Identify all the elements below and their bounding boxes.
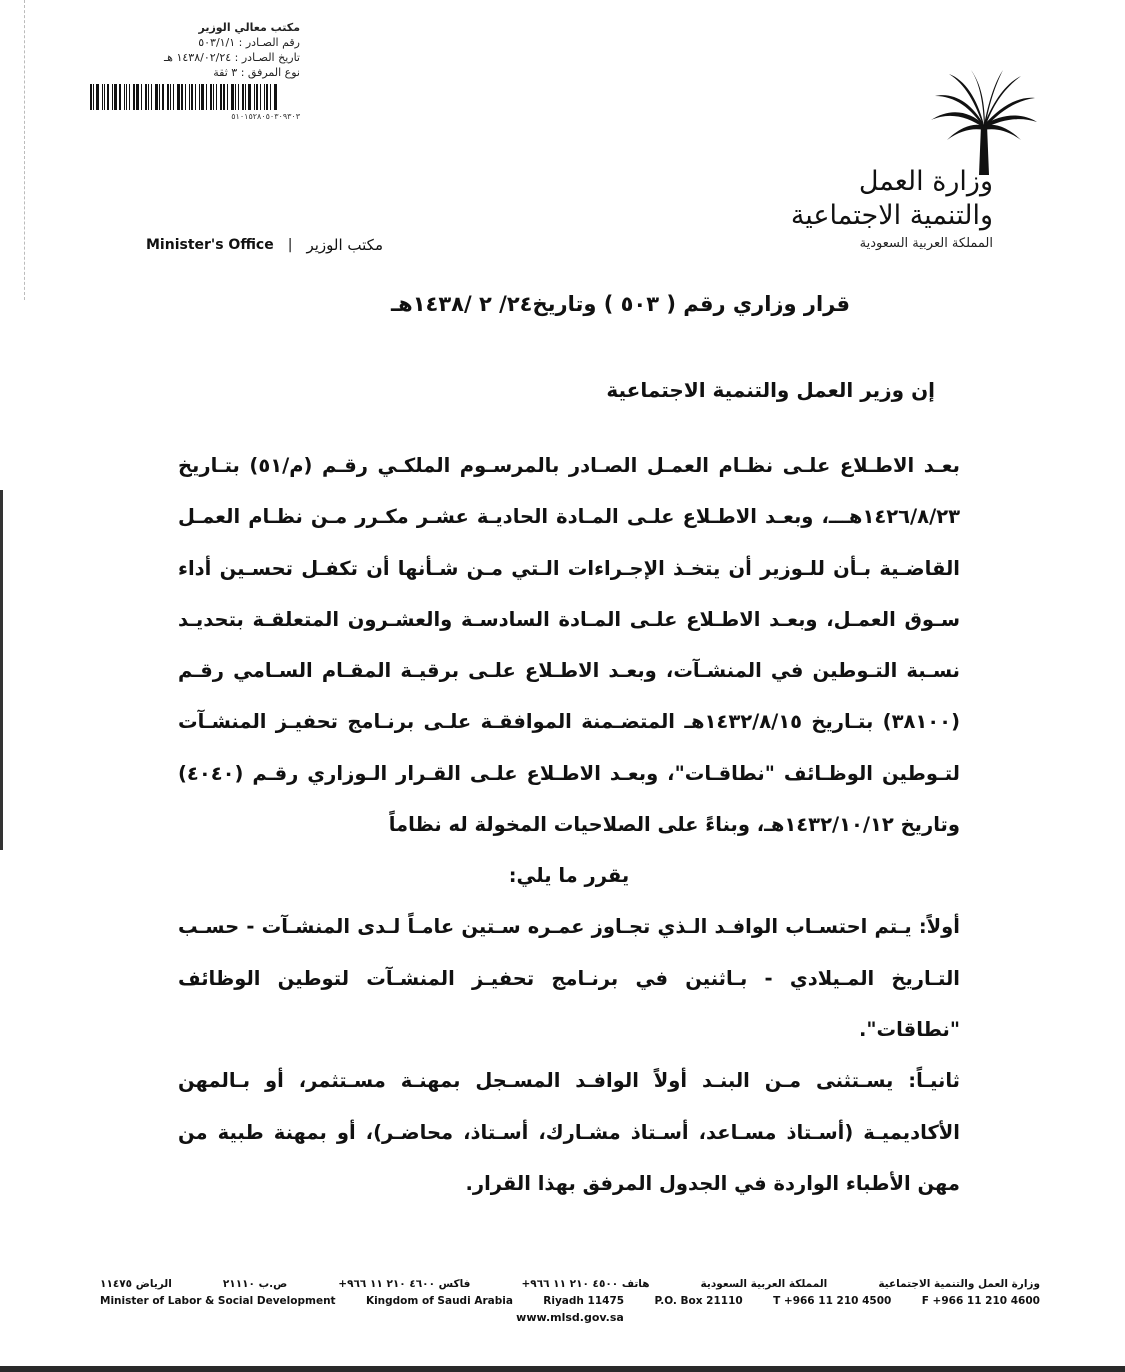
barcode-bar (245, 84, 246, 110)
barcode-bar (231, 84, 234, 110)
barcode-bar (242, 84, 244, 110)
barcode-bar (256, 84, 258, 110)
stamp-issue-number: رقم الصـادر : ٥٠٣/١/١ (198, 36, 300, 49)
barcode-bar (274, 84, 277, 110)
footer-fax-en: F +966 11 210 4600 (921, 1295, 1040, 1307)
footer-fax-ar: فاكس ٤٦٠٠ ٢١٠ ١١ ٩٦٦+ (338, 1278, 471, 1290)
footer-ministry-en: Minister of Labor & Social Development (100, 1295, 336, 1307)
barcode-number: ٥١٠١٥٢٨٠٥٠٣٠٩٣٠٣ (231, 112, 300, 121)
scan-artifact-line (24, 0, 26, 300)
barcode-bar (170, 84, 171, 110)
footer-kingdom-ar: المملكة العربية السعودية (700, 1278, 828, 1290)
barcode-bar (126, 84, 127, 110)
footer-phone-en: T +966 11 210 4500 (773, 1295, 892, 1307)
stamp-office: مكتب معالي الوزير (198, 21, 300, 34)
barcode-bar (162, 84, 164, 110)
footer-city-en: Riyadh 11475 (543, 1295, 625, 1307)
barcode-bar (114, 84, 117, 110)
barcode-bar (213, 84, 214, 110)
barcode-bar (185, 84, 186, 110)
barcode-bar (107, 84, 109, 110)
barcode-bar (248, 84, 251, 110)
barcode-bar (112, 84, 113, 110)
barcode-bar (136, 84, 139, 110)
barcode-bar (199, 84, 200, 110)
barcode-bar (167, 84, 169, 110)
stamp-issue-date: تاريخ الصـادر : ١٤٣٨/٠٢/٢٤ هـ (163, 51, 300, 64)
footer-city-ar: الرياض ١١٤٧٥ (100, 1278, 172, 1290)
clause-first: أولاً: يـتم احتسـاب الوافـد الـذي تجـاوز عمـره سـتين عامـاً لـدى المنشـآت - حسـب التـاريخ المـيلادي - بـاثنين في برنـامج تحفيـز المنشـآت لتوطين الوظائف "نطاقات". (178, 915, 960, 1041)
outgoing-stamp (70, 20, 300, 121)
barcode-bar (238, 84, 239, 110)
barcode-bar (129, 84, 130, 110)
footer-ministry-ar: وزارة العمل والتنمية الاجتماعية (878, 1278, 1040, 1290)
footer-arabic-row (100, 1278, 1040, 1290)
barcode-bar (96, 84, 99, 110)
office-name-ar: مكتب الوزير (306, 236, 383, 254)
barcode-bar (223, 84, 225, 110)
intro-line: إن وزير العمل والتنمية الاجتماعية (606, 378, 935, 402)
barcode-bar (201, 84, 204, 110)
office-separator: | (287, 237, 293, 253)
stamp-attachment-type: نوع المرفق : ٣ ثقة (213, 66, 300, 79)
barcode-bar (102, 84, 103, 110)
ministry-letterhead (791, 165, 993, 253)
barcode-bar (220, 84, 222, 110)
resolves-heading: يقرر ما يلي: (508, 864, 630, 888)
footer-website: www.mlsd.gov.sa (516, 1311, 624, 1324)
scan-artifact-bar (0, 490, 3, 850)
barcode-bar (254, 84, 255, 110)
clause-second: ثانيـاً: يسـتثنى مـن البنـد أولاً الوافـد المسـجل بمهنـة مسـتثمر، أو بـالمهن الأكاديميـة (أسـتاذ مسـاعد، أسـتاذ مشـارك، أسـتاذ، محاضـر)، أو بمهنة طبية من مهن الأطباء الواردة في الجدول المرفق بهذا القرار. (178, 1069, 960, 1195)
barcode-bar (177, 84, 180, 110)
barcode-bar (148, 84, 149, 110)
barcode-bar (235, 84, 236, 110)
barcode-bar (195, 84, 196, 110)
barcode-bar (191, 84, 193, 110)
barcode-bar (141, 84, 142, 110)
barcode-bar (133, 84, 135, 110)
barcode-bar (145, 84, 147, 110)
footer-phone-ar: هاتف ٤٥٠٠ ٢١٠ ١١ ٩٦٦+ (521, 1278, 650, 1290)
barcode (90, 84, 300, 110)
barcode-bar (189, 84, 190, 110)
footer-kingdom-en: Kingdom of Saudi Arabia (365, 1295, 513, 1307)
barcode-bar (173, 84, 174, 110)
letterhead-footer (100, 1278, 1040, 1324)
barcode-bar (124, 84, 125, 110)
decision-number-line: قرار وزاري رقم ( ٥٠٣ ) وتاريخ٢٤/ ٢ /١٤٣٨هـ (390, 292, 850, 316)
barcode-bar (227, 84, 228, 110)
palm-tree-logo-icon (929, 70, 1039, 175)
barcode-bar (90, 84, 92, 110)
footer-pobox-en: P.O. Box 21110 (654, 1295, 743, 1307)
barcode-bar (206, 84, 207, 110)
kingdom-name: المملكة العربية السعودية (859, 236, 993, 251)
barcode-bar (270, 84, 271, 110)
preamble-paragraph: بعـد الاطـلاع علـى نظـام العمـل الصـادر بالمرسـوم الملكـي رقـم (م/٥١) بتـاريخ ١٤٢٦/٨/٢٣هـــ، وبعـد الاطـلاع علـى المـادة الحاديـة عشـر مكـرر مـن نظـام العمـل القاضـية بـأن للـوزير أن يتخـذ الإجـراءات الـتي مـن شـأنها أن تكفـل تحسـين أداء سـوق العمـل، وبعـد الاطـلاع علـى المـادة السادسـة والعشـرون المتعلقـة بتحديـد نسـبة التـوطين في المنشـآت، وبعـد الاطـلاع علـى برقيـة المقـام السـامي رقـم (٣٨١٠٠) بتـاريخ ١٤٣٢/٨/١٥هـ المتضـمنة الموافقـة علـى برنـامج تحفيـز المنشـآت لتـوطين الوظـائف "نطاقـات"، وبعـد الاطـلاع علـى القـرار الـوزاري رقـم (٤٠٤٠) وتاريخ ١٤٣٢/١٠/١٢هـ، وبناءً على الصلاحيات المخولة له نظاماً (178, 454, 960, 837)
ministry-name-line1: وزارة العمل (858, 166, 993, 197)
barcode-bar (155, 84, 158, 110)
ministry-name-line2: والتنمية الاجتماعية (790, 200, 993, 231)
office-line (146, 236, 383, 254)
barcode-bar (266, 84, 268, 110)
footer-english-row (100, 1295, 1040, 1307)
barcode-bar (119, 84, 121, 110)
barcode-bar (181, 84, 183, 110)
barcode-bar (260, 84, 261, 110)
barcode-bar (104, 84, 105, 110)
footer-pobox-ar: ص.ب ٢١١١٠ (222, 1278, 288, 1290)
barcode-bar (151, 84, 152, 110)
barcode-bar (93, 84, 94, 110)
decision-body (178, 440, 960, 1209)
barcode-bar (264, 84, 265, 110)
barcode-bar (210, 84, 212, 110)
barcode-bar (159, 84, 160, 110)
barcode-bar (216, 84, 217, 110)
scan-bottom-edge (0, 1366, 1125, 1372)
office-name-en: Minister's Office (146, 237, 274, 253)
